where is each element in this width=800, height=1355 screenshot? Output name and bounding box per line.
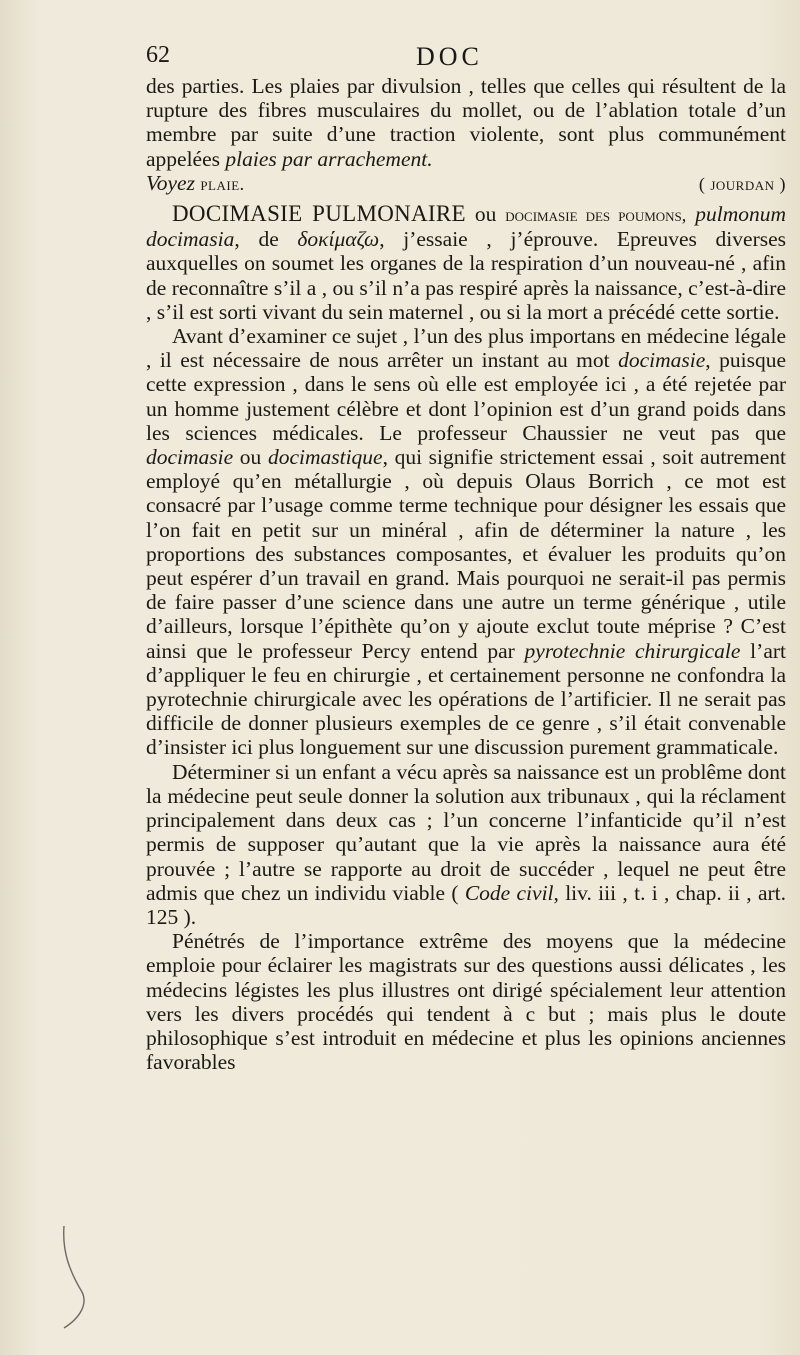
body-text xyxy=(146,74,786,1074)
running-head: DOC xyxy=(416,42,483,71)
p2-text-c: ou xyxy=(233,445,268,470)
p2-text-e: l’art d’appliquer le feu en chirurgie , et certainement personne ne confondra la pyrotechnie chirurgicale avec les opérations de l’artificier. Il ne serait pas difficile de donner plusieurs exemples de ce genre , s’il était convenable d’insister ici plus longuement sur une discussion purement grammaticale. xyxy=(146,638,786,760)
author-signature: ( jourdan ) xyxy=(698,173,786,194)
entry-de: , de xyxy=(234,227,298,252)
p0-text: des parties. Les plaies par divulsion , telles que celles qui résultent de la rupture des fibres musculaires du mollet, ou de l’ablation totale d’un membre par suite d’une traction violente, sont plus communément appelées xyxy=(146,74,786,171)
voyez-word: Voyez xyxy=(146,170,195,195)
entry-paragraph xyxy=(146,202,786,324)
paragraph-legal-cases xyxy=(146,760,786,929)
p2-text-a: Avant d’examiner ce sujet , l’un des plus importans en médecine légale , il est nécessaire de nous arrêter un instant au mot xyxy=(146,324,786,373)
entry-definition: , j’essaie , j’éprouve. Epreuves diverses auxquelles on soumet les organes de la respiration d’un nouveau-né , afin de reconnaître s’il a , ou s’il n’a pas respiré après la naissance, c’est-à-dire , s’il est sorti vivant du sein maternel , ou si la mort a précédé cette sortie. xyxy=(146,227,787,324)
entry-heading: DOCIMASIE PULMONAIRE xyxy=(172,201,466,227)
cross-reference-line xyxy=(146,171,786,196)
paragraph-methods: Pénétrés de l’importance extrême des moyens que la médecine emploie pour éclairer les magistrats sur des questions aussi délicates , les médecins légistes les plus illustres ont dirigé spécialement leur attention vers les divers procédés qui tendent à c but ; mais plus le doute philosophique s’est introduit en médecine et plus les opinions anciennes favorables xyxy=(146,929,786,1075)
voyez-ref: plaie. xyxy=(200,173,245,194)
entry-alternate-name: docimasie des poumons, xyxy=(505,205,687,226)
p2-italic-1: docimasie xyxy=(618,348,706,373)
p2-italic-2: docimasie xyxy=(146,445,234,470)
entry-latin-name: pulmonum docimasia xyxy=(146,202,787,252)
p3-text-a: Déterminer si un enfant a vécu après sa naissance est un problême dont la médecine peut seule donner la solution aux tribunaux , qui la réclament principalement dans deux cas ; l’un concerne l’infanticide qu’il n’est permis de supposer qu’autant que la vie après la naissance aura été prouvée ; l’autre se rapporte au droit de succéder , lequel ne peut être admis que chez un individu viable ( xyxy=(146,759,786,905)
p2-text-b: , puisque cette expression , dans le sens où elle est employée ici , a été rejetée par un homme justement célèbre et dont l’opinion est d’un grand poids dans les sciences médicales. Le professeur Chaussier ne veut pas que xyxy=(146,348,786,445)
entry-ou: ou xyxy=(465,202,506,227)
p0-italic: plaies par arrachement. xyxy=(225,146,433,171)
p3-text-b: , liv. iii , t. i , chap. ii , art. 125 ). xyxy=(146,880,786,929)
page-header xyxy=(146,38,786,74)
margin-pencil-mark xyxy=(56,1222,96,1332)
paragraph-continuation xyxy=(146,74,786,171)
cross-reference xyxy=(146,171,245,196)
entry-greek-word: δοκίμαζω xyxy=(297,227,380,252)
p2-italic-3: docimastique xyxy=(267,445,383,470)
paragraph-terminology xyxy=(146,324,786,760)
page-number: 62 xyxy=(146,42,170,68)
p2-text-d: , qui signifie strictement essai , soit autrement employé qu’en métallurgie , où depuis Olaus Borrich , ce mot est consacré par l’usage comme terme technique pour désigner les essais que l’on fait en petit sur un minéral , afin de déterminer la nature , les proportions des substances composantes, et évaluer les produits qu’on peut espérer d’un travail en grand. Mais pourquoi ne serait-il pas permis de faire passer d’une science dans une autre un terme générique , utile d’ailleurs, lorsque l’épithète qu’on y ajoute exclut toute méprise ? C’est ainsi que le professeur Percy entend par xyxy=(146,445,786,663)
p2-italic-4: pyrotechnie chirurgicale xyxy=(524,638,741,663)
p3-italic-1: Code civil xyxy=(464,880,554,905)
